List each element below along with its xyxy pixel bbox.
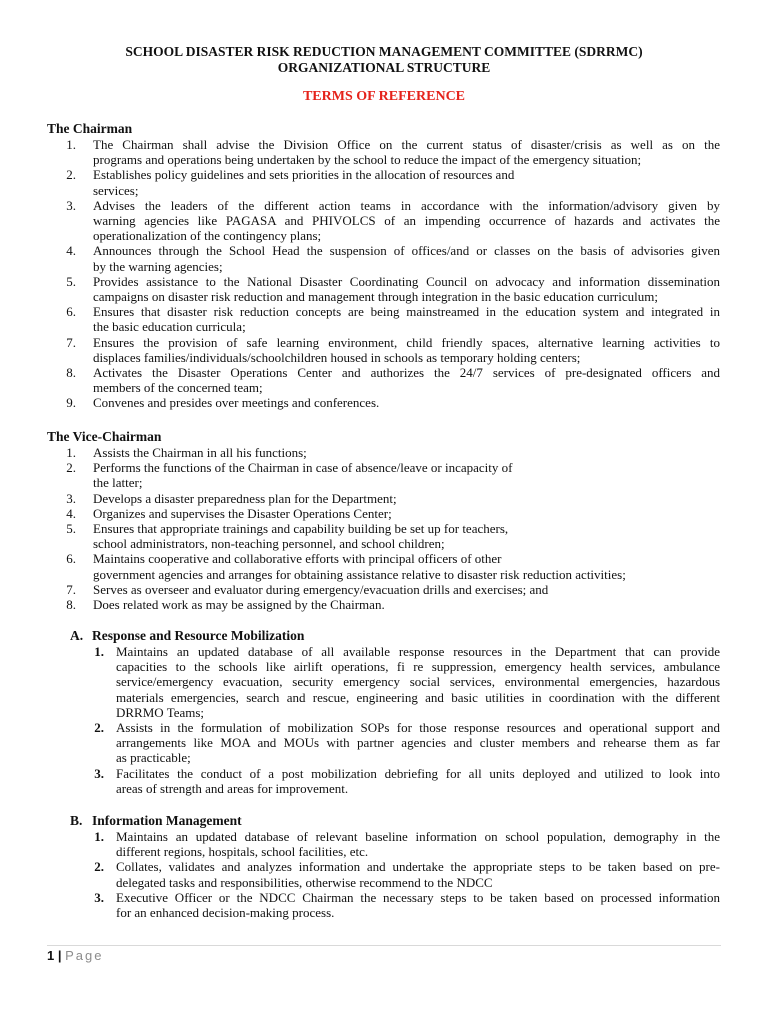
section-a-letter: A. bbox=[70, 628, 84, 643]
list-item bbox=[0, 521, 768, 551]
list-item-text bbox=[116, 829, 720, 859]
list-item bbox=[0, 274, 768, 304]
list-item bbox=[0, 365, 768, 395]
list-item-text bbox=[116, 644, 720, 720]
list-item-number: 5. bbox=[66, 273, 76, 289]
list-item-text bbox=[93, 506, 720, 521]
list-item-line: Activates the Disaster Operations Center and authorizes the 24/7 services of pre-designated officers and bbox=[93, 365, 720, 381]
list-item-line: Convenes and presides over meetings and conferences. bbox=[93, 395, 380, 411]
document-title-line-1: SCHOOL DISASTER RISK REDUCTION MANAGEMENT COMMITTEE (SDRRMC) bbox=[125, 44, 643, 59]
list-item-line: Executive Officer or the NDCC Chairman the necessary steps to be taken based on processed information bbox=[116, 889, 720, 905]
list-item-line: arrangements like MOA and MOUs with partner agencies and cluster members and rehearse them as far bbox=[116, 735, 720, 751]
list-item bbox=[0, 445, 768, 460]
list-item-line: Announces through the School Head the suspension of offices/and or classes on the basis of advisories given bbox=[93, 243, 720, 259]
list-item bbox=[0, 137, 768, 167]
list-item bbox=[0, 720, 768, 766]
list-item-text bbox=[93, 274, 720, 304]
list-item-text bbox=[93, 304, 720, 334]
list-item-number: 1. bbox=[66, 445, 76, 460]
list-item bbox=[0, 198, 768, 244]
list-item-text bbox=[93, 491, 720, 506]
footer-divider bbox=[47, 945, 721, 946]
list-item bbox=[0, 167, 768, 197]
list-item-number: 2. bbox=[66, 460, 76, 476]
list-item-text bbox=[93, 395, 720, 410]
list-item-text bbox=[93, 551, 720, 581]
list-item bbox=[0, 491, 768, 506]
list-item-line: service/emergency evacuation, security emergency social services, environmental emergencies, hazardous bbox=[116, 674, 720, 690]
footer-separator: | bbox=[57, 948, 62, 963]
list-item-text bbox=[93, 445, 720, 460]
list-item bbox=[0, 644, 768, 720]
list-item-number: 7. bbox=[66, 581, 76, 597]
list-item-line: areas of strength and areas for improvement. bbox=[116, 780, 349, 796]
list-item-line: the latter; bbox=[93, 475, 143, 491]
list-item-line: Maintains an updated database of relevant baseline information on school population, demography in the bbox=[116, 829, 720, 844]
list-item bbox=[0, 582, 768, 597]
list-item-line: Assists in the formulation of mobilization SOPs for those response resources and operational support and bbox=[116, 720, 720, 736]
list-item bbox=[0, 395, 768, 410]
list-item-line: Provides assistance to the National Disaster Coordinating Council on advocacy and information dissemination bbox=[93, 273, 720, 289]
list-item-text bbox=[116, 766, 720, 796]
section-b-heading bbox=[70, 813, 242, 829]
list-item-line: Develops a disaster preparedness plan for the Department; bbox=[93, 490, 397, 506]
list-item-line: operationalization of the contingency plans; bbox=[93, 228, 322, 244]
list-item-text bbox=[93, 198, 720, 244]
list-item-number: 6. bbox=[66, 304, 76, 320]
list-item bbox=[0, 551, 768, 581]
list-item-number: 8. bbox=[66, 365, 76, 381]
list-item-line: government agencies and arranges for obtaining assistance relative to disaster risk reduction activities; bbox=[93, 566, 626, 582]
chairman-heading: The Chairman bbox=[47, 121, 133, 136]
section-a-list bbox=[0, 644, 768, 796]
list-item-line: warning agencies like PAGASA and PHIVOLCS of an impending occurrence of hazards and activates the bbox=[93, 213, 720, 229]
list-item bbox=[0, 460, 768, 490]
list-item-number: 4. bbox=[66, 505, 76, 521]
list-item-line: delegated tasks and responsibilities, otherwise recommend to the NDCC bbox=[116, 874, 493, 890]
terms-of-reference-heading: TERMS OF REFERENCE bbox=[302, 89, 466, 104]
list-item-text bbox=[93, 582, 720, 597]
list-item-text bbox=[93, 365, 720, 395]
section-a-heading bbox=[70, 628, 304, 644]
section-b-list bbox=[0, 829, 768, 920]
list-item-text bbox=[116, 859, 720, 889]
list-item-line: Collates, validates and analyzes information and undertake the appropriate steps to be taken based on pre- bbox=[116, 859, 720, 875]
list-item-line: displaces families/individuals/schoolchildren housed in schools as temporary holding centers; bbox=[93, 349, 581, 365]
list-item bbox=[0, 304, 768, 334]
list-item-number: 4. bbox=[66, 243, 76, 259]
document-title-line-2: ORGANIZATIONAL STRUCTURE bbox=[277, 60, 491, 75]
chairman-list bbox=[0, 137, 768, 411]
list-item-number: 9. bbox=[66, 395, 76, 411]
list-item-text bbox=[93, 167, 720, 197]
list-item-line: Ensures that appropriate trainings and capability building be set up for teachers, bbox=[93, 521, 509, 537]
list-item bbox=[0, 829, 768, 859]
list-item-number: 3. bbox=[66, 490, 76, 506]
list-item-line: different regions, hospitals, school facilities, etc. bbox=[116, 844, 369, 860]
list-item-line: The Chairman shall advise the Division Office on the current status of disaster/crisis as well as on the bbox=[93, 137, 720, 152]
list-item-number: 5. bbox=[66, 521, 76, 537]
page-label: Page bbox=[65, 948, 104, 963]
section-b-letter: B. bbox=[70, 813, 83, 828]
list-item-line: school administrators, non-teaching personnel, and school children; bbox=[93, 536, 445, 552]
list-item-line: materials emergencies, search and rescue, engineering and basic utilities in coordination with the different bbox=[116, 689, 720, 705]
list-item-number: 3. bbox=[94, 765, 104, 781]
list-item-line: campaigns on disaster risk reduction and management through integration in the basic education curriculum; bbox=[93, 289, 658, 305]
list-item-line: Maintains cooperative and collaborative efforts with principal officers of other bbox=[93, 551, 502, 567]
list-item-text bbox=[93, 460, 720, 490]
list-item-number: 3. bbox=[94, 889, 104, 905]
list-item-line: Facilitates the conduct of a post mobilization debriefing for all units deployed and utilized to look into bbox=[116, 765, 720, 781]
list-item-number: 1. bbox=[94, 829, 104, 844]
list-item-text bbox=[116, 720, 720, 766]
list-item-number: 2. bbox=[94, 720, 104, 736]
list-item bbox=[0, 335, 768, 365]
list-item-number: 3. bbox=[66, 197, 76, 213]
list-item-text bbox=[93, 335, 720, 365]
page-footer bbox=[47, 948, 104, 964]
list-item-number: 6. bbox=[66, 551, 76, 567]
list-item bbox=[0, 859, 768, 889]
list-item-line: Maintains an updated database of all available response resources in the Department that can provide bbox=[116, 644, 720, 659]
list-item-line: Does related work as may be assigned by the Chairman. bbox=[93, 597, 385, 613]
list-item bbox=[0, 597, 768, 612]
list-item-line: Ensures the provision of safe learning environment, child friendly spaces, alternative learning activities to bbox=[93, 334, 720, 350]
list-item-text bbox=[93, 243, 720, 273]
list-item-text bbox=[93, 521, 720, 551]
vice-chairman-heading: The Vice-Chairman bbox=[47, 429, 162, 444]
list-item-line: Organizes and supervises the Disaster Operations Center; bbox=[93, 505, 392, 521]
list-item-line: as practicable; bbox=[116, 750, 191, 766]
list-item-number: 1. bbox=[66, 137, 76, 152]
list-item-number: 8. bbox=[66, 597, 76, 613]
list-item-number: 2. bbox=[94, 859, 104, 875]
section-a-title: Response and Resource Mobilization bbox=[92, 628, 305, 643]
list-item-line: members of the concerned team; bbox=[93, 380, 263, 396]
vice-chairman-list bbox=[0, 445, 768, 612]
list-item bbox=[0, 890, 768, 920]
list-item bbox=[0, 766, 768, 796]
list-item-line: capacities to the schools like airlift operations, fi re suppression, emergency health services, ambulance bbox=[116, 659, 720, 675]
list-item-number: 7. bbox=[66, 334, 76, 350]
section-b-title: Information Management bbox=[92, 813, 242, 828]
list-item-line: services; bbox=[93, 182, 139, 198]
list-item-line: DRRMO Teams; bbox=[116, 704, 205, 720]
list-item-line: programs and operations being undertaken by the school to reduce the impact of the emergency situation; bbox=[93, 152, 642, 168]
list-item-line: Serves as overseer and evaluator during emergency/evacuation drills and exercises; and bbox=[93, 581, 549, 597]
list-item-text bbox=[93, 597, 720, 612]
list-item-line: Establishes policy guidelines and sets priorities in the allocation of resources and bbox=[93, 167, 515, 183]
list-item-line: Assists the Chairman in all his functions; bbox=[93, 445, 307, 460]
list-item-line: Performs the functions of the Chairman in case of absence/leave or incapacity of bbox=[93, 460, 513, 476]
list-item-line: by the warning agencies; bbox=[93, 258, 223, 274]
list-item-line: the basic education curricula; bbox=[93, 319, 246, 335]
list-item-text bbox=[116, 890, 720, 920]
list-item-line: Ensures that disaster risk reduction concepts are being mainstreamed in the education system and integrated in bbox=[93, 304, 720, 320]
list-item bbox=[0, 506, 768, 521]
list-item-number: 1. bbox=[94, 644, 104, 659]
page-number: 1 bbox=[47, 948, 55, 963]
list-item-line: for an enhanced decision-making process. bbox=[116, 905, 335, 921]
list-item-number: 2. bbox=[66, 167, 76, 183]
list-item-line: Advises the leaders of the different action teams in accordance with the information/advisory given by bbox=[93, 197, 720, 213]
list-item-text bbox=[93, 137, 720, 167]
list-item bbox=[0, 243, 768, 273]
